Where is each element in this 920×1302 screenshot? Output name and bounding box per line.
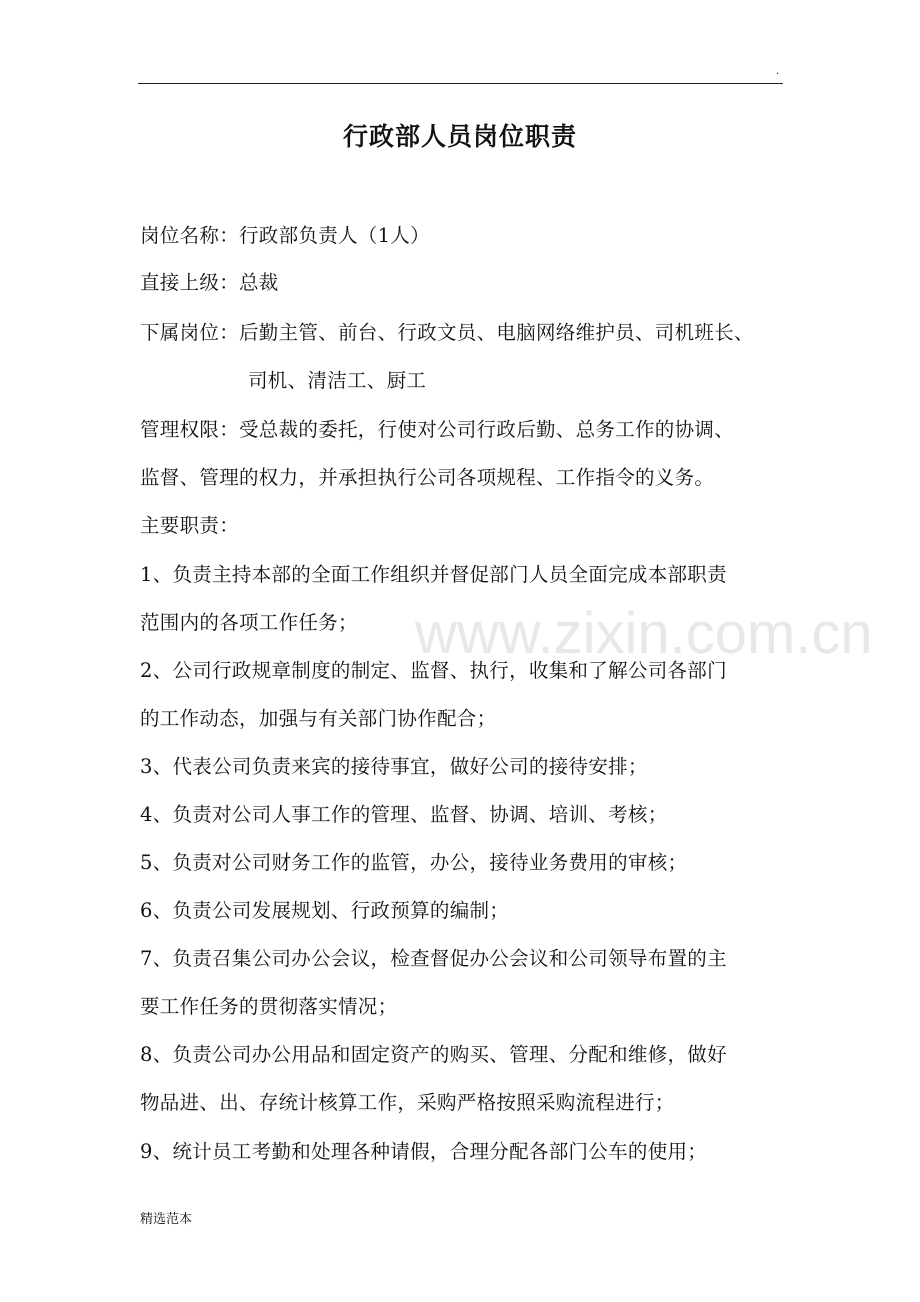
subordinate-positions: 下属岗位：后勤主管、前台、行政文员、电脑网络维护员、司机班长、: [140, 321, 754, 344]
subordinate-positions-cont: 司机、清洁工、厨工: [248, 369, 427, 392]
duty-3: 3、代表公司负责来宾的接待事宜，做好公司的接待安排；: [140, 755, 648, 778]
watermark: www.zixin.com.cn: [415, 601, 873, 666]
duty-1: 1、负责主持本部的全面工作组织并督促部门人员全面完成本部职责: [140, 563, 727, 586]
authority: 管理权限：受总裁的委托，行使对公司行政后勤、总务工作的协调、: [140, 418, 735, 441]
duty-4: 4、负责对公司人事工作的管理、监督、协调、培训、考核；: [140, 803, 668, 826]
duty-8: 8、负责公司办公用品和固定资产的购买、管理、分配和维修，做好: [140, 1043, 727, 1066]
document-title: 行政部人员岗位职责: [342, 122, 577, 151]
duty-8-cont: 物品进、出、存统计核算工作，采购严格按照采购流程进行；: [140, 1091, 675, 1114]
authority-cont: 监督、管理的权力，并承担执行公司各项规程、工作指令的义务。: [140, 466, 715, 489]
duty-7-cont: 要工作任务的贯彻落实情况；: [140, 995, 398, 1018]
header-dot: .: [776, 66, 780, 77]
footer-label: 精选范本: [140, 1212, 193, 1227]
duty-2: 2、公司行政规章制度的制定、监督、执行，收集和了解公司各部门: [140, 659, 727, 682]
duties-heading: 主要职责：: [140, 514, 240, 537]
header-rule: [138, 83, 783, 84]
duty-1-cont: 范围内的各项工作任务；: [140, 611, 358, 634]
duty-6: 6、负责公司发展规划、行政预算的编制；: [140, 899, 510, 922]
duty-2-cont: 的工作动态，加强与有关部门协作配合；: [140, 707, 497, 730]
position-name: 岗位名称：行政部负责人（1人）: [140, 224, 430, 247]
duty-5: 5、负责对公司财务工作的监管，办公，接待业务费用的审核；: [140, 851, 688, 874]
direct-superior: 直接上级：总裁: [140, 271, 279, 294]
duty-9: 9、统计员工考勤和处理各种请假，合理分配各部门公车的使用；: [140, 1140, 708, 1163]
duty-7: 7、负责召集公司办公会议，检查督促办公会议和公司领导布置的主: [140, 947, 727, 970]
